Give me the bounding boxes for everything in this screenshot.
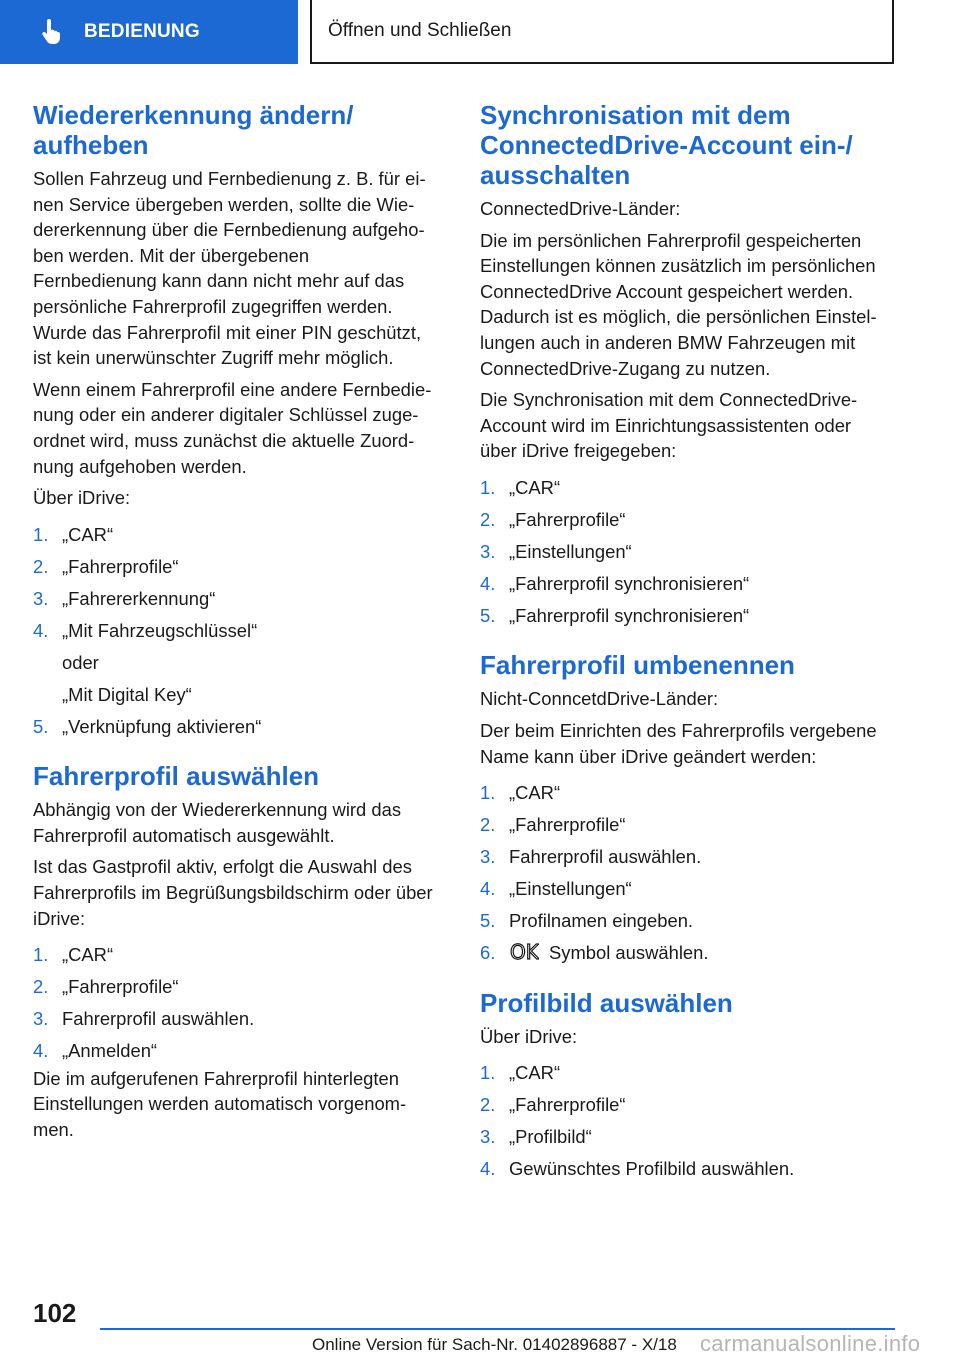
step-number: 2.: [480, 508, 496, 530]
step-text: „Mit Digital Key“: [62, 683, 192, 705]
step-number: 1.: [480, 476, 496, 498]
list-item: [480, 507, 895, 533]
list-item: [480, 876, 895, 902]
list-item: [33, 618, 448, 644]
svg-text:OK: OK: [510, 941, 539, 962]
heading-profilbild-auswaehlen: Profilbild auswählen: [480, 987, 733, 1018]
step-text: „Einstellungen“: [509, 878, 632, 900]
step-number: 3.: [33, 1008, 49, 1030]
list-item: [480, 812, 895, 838]
step-text: „Profilbild“: [509, 1126, 592, 1148]
step-text: „CAR“: [62, 523, 114, 545]
paragraph: Die im aufgerufenen Fahrerprofil hinterlegten Einstellungen werden automatisch vorgenom- men.: [33, 1067, 407, 1140]
list-item: [480, 844, 895, 870]
step-number: 4.: [480, 1158, 496, 1180]
list-item: [480, 940, 895, 966]
list-item: [480, 1124, 895, 1150]
step-text: „Fahrererkennung“: [62, 587, 216, 609]
step-text: „CAR“: [509, 476, 561, 498]
step-number: 4.: [480, 878, 496, 900]
step-number: 3.: [33, 587, 49, 609]
paragraph: ConnectedDrive-Länder:: [480, 198, 681, 219]
paragraph: Nicht-ConncetdDrive-Länder:: [480, 688, 719, 710]
step-number: 5.: [480, 604, 496, 626]
list-item: [33, 714, 448, 740]
left-column: [33, 100, 448, 1143]
paragraph: Über iDrive:: [480, 1025, 578, 1047]
step-text: „Fahrerprofile“: [62, 555, 179, 577]
step-text: oder: [62, 651, 99, 673]
step-text: „Mit Fahrzeugschlüssel“: [62, 619, 258, 641]
steps-list: [33, 942, 448, 1064]
list-item: [480, 603, 895, 629]
chapter-title: Öffnen und Schließen: [328, 20, 512, 41]
paragraph: Über iDrive:: [33, 487, 131, 509]
heading-synchronisation: Synchronisation mit dem ConnectedDrive-Account ein-/ ausschalten: [480, 100, 853, 190]
step-text: „Fahrerprofile“: [509, 1094, 626, 1116]
list-item: [33, 522, 448, 548]
list-item: [480, 475, 895, 501]
step-text: „Verknüpfung aktivieren“: [62, 715, 262, 737]
list-item: [33, 586, 448, 612]
list-item: [480, 1156, 895, 1182]
step-number: 3.: [480, 846, 496, 868]
heading-fahrerprofil-auswaehlen: Fahrerprofil auswählen: [33, 761, 320, 792]
step-text: [509, 940, 708, 966]
heading-wiedererkennung: Wiedererkennung ändern/ aufheben: [33, 100, 354, 160]
list-item: [33, 554, 448, 580]
list-item: [33, 974, 448, 1000]
watermark: carmanualsonline.info: [700, 1331, 921, 1356]
step-text: „Fahrerprofile“: [509, 508, 626, 530]
paragraph: Die im persönlichen Fahrerprofil gespeicherten Einstellungen können zusätzlich im persönlichen ConnectedDrive Account gespeichert werden. Dadurch ist es möglich, die persönlichen Einstel- lungen auch in anderen BMW Fahrzeugen mit ConnectedDrive-Zugang zu nutzen.: [480, 229, 877, 379]
step-text: Fahrerprofil auswählen.: [509, 846, 702, 868]
step-number: 1.: [480, 782, 496, 804]
step-number: 1.: [33, 523, 49, 545]
step-number: 2.: [480, 1094, 496, 1116]
paragraph: Ist das Gastprofil aktiv, erfolgt die Auswahl des Fahrerprofils im Begrüßungsbildschirm oder über iDrive:: [33, 856, 433, 929]
paragraph: Abhängig von der Wiedererkennung wird das Fahrerprofil automatisch ausgewählt.: [33, 799, 402, 846]
step-number: 4.: [33, 1040, 49, 1062]
ok-symbol-icon: [509, 941, 539, 961]
section-tab: [0, 0, 298, 64]
paragraph: Sollen Fahrzeug und Fernbedienung z. B. für ei- nen Service übergeben werden, sollte die Wie- dererkennung über die Fernbedienung aufgeho- ben werden. Mit der übergebenen Fernbedienung kann dann nicht mehr auf das persönliche Fahrerprofil zugegriffen werden. Wurde das Fahrerprofil mit einer PIN geschützt, ist kein unerwünschter Zugriff mehr möglich.: [33, 168, 426, 369]
step-text: „Anmelden“: [62, 1040, 158, 1062]
list-item: [33, 650, 448, 676]
list-item: [480, 539, 895, 565]
list-item: [33, 1038, 448, 1064]
step-number: 2.: [33, 555, 49, 577]
steps-list: [480, 1060, 895, 1182]
list-item: [480, 1060, 895, 1086]
list-item: [480, 571, 895, 597]
step-text: „CAR“: [509, 1062, 561, 1084]
step-number: 5.: [480, 910, 496, 932]
step-text: Fahrerprofil auswählen.: [62, 1008, 255, 1030]
section-label: BEDIENUNG: [84, 21, 200, 42]
step-text: Gewünschtes Profilbild auswählen.: [509, 1158, 795, 1180]
list-item: [33, 942, 448, 968]
heading-fahrerprofil-umbenennen: Fahrerprofil umbenennen: [480, 650, 795, 681]
step-text: Profilnamen eingeben.: [509, 910, 694, 932]
step-text-suffix: Symbol auswählen.: [549, 942, 709, 964]
step-text: „CAR“: [62, 944, 114, 966]
step-number: 6.: [480, 942, 496, 964]
steps-list: [33, 522, 448, 740]
step-number: 3.: [480, 540, 496, 562]
right-column: [480, 100, 895, 1188]
footer-divider: [100, 1328, 895, 1330]
pointing-hand-icon: [38, 19, 64, 45]
list-item: [480, 908, 895, 934]
list-item: [480, 780, 895, 806]
step-text: „Fahrerprofile“: [509, 814, 626, 836]
page-number: 102: [33, 1298, 77, 1328]
paragraph: Der beim Einrichten des Fahrerprofils vergebene Name kann über iDrive geändert werden:: [480, 720, 877, 767]
step-text: „Fahrerprofil synchronisieren“: [509, 572, 750, 594]
step-number: 1.: [33, 944, 49, 966]
list-item: [33, 1006, 448, 1032]
step-text: „Einstellungen“: [509, 540, 632, 562]
step-number: 4.: [33, 619, 49, 641]
step-number: 4.: [480, 572, 496, 594]
step-number: 3.: [480, 1126, 496, 1148]
step-text: „Fahrerprofil synchronisieren“: [509, 604, 750, 626]
step-text: „Fahrerprofile“: [62, 976, 179, 998]
steps-list: [480, 780, 895, 966]
online-version-text: Online Version für Sach-Nr. 01402896887 - X/18: [312, 1335, 677, 1354]
step-number: 1.: [480, 1062, 496, 1084]
step-text: „CAR“: [509, 782, 561, 804]
step-number: 2.: [480, 814, 496, 836]
list-item: [480, 1092, 895, 1118]
chapter-header: [310, 0, 894, 64]
step-number: 5.: [33, 715, 49, 737]
paragraph: Die Synchronisation mit dem ConnectedDrive- Account wird im Einrichtungsassistenten oder über iDrive freigegeben:: [480, 389, 858, 462]
list-item: [33, 682, 448, 708]
paragraph: Wenn einem Fahrerprofil eine andere Fernbedie- nung oder ein anderer digitaler Schlüssel zuge- ordnet wird, muss zunächst die aktuelle Zuord- nung aufgehoben werden.: [33, 378, 432, 477]
step-number: 2.: [33, 976, 49, 998]
steps-list: [480, 475, 895, 629]
